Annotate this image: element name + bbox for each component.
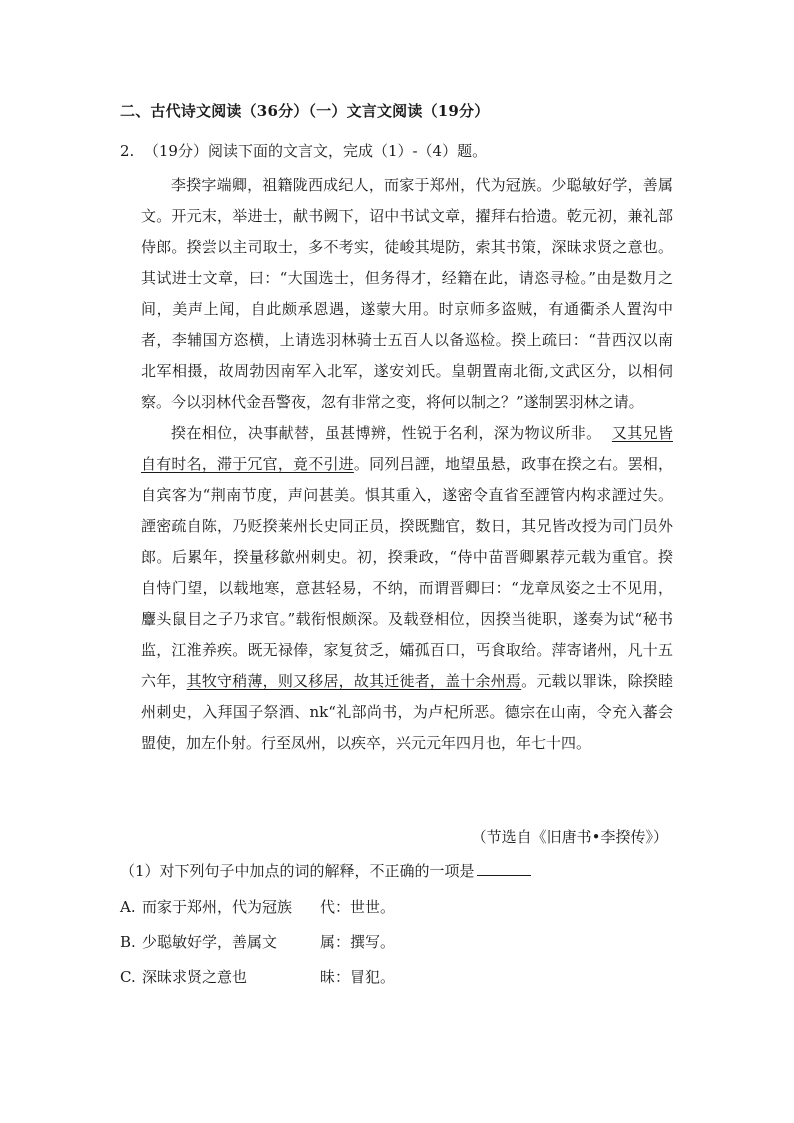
underlined-sentence-1: 又其兄皆自有时名，滞于冗官，竟不引进 (141, 424, 673, 473)
source-citation: （节选自《旧唐书•李揆传》） (471, 828, 668, 846)
sub-question (120, 860, 531, 881)
option-explanation: 代：世世。 (320, 898, 396, 916)
option-sentence: 少聪敏好学，善属文 (142, 933, 278, 951)
option-a (120, 896, 395, 917)
sub-question-text: （1）对下列句子中加点的词的解释，不正确的一项是 (120, 862, 475, 880)
option-label: C. (120, 968, 136, 986)
passage-text: 。同列吕諲，地望虽悬，政事在揆之右。罢相，自宾客为“荆南节度，声问甚美。惧其重入，遂密令直省至諲管内构求諲过失。諲密疏自陈，乃贬揆莱州长史同正员，揆既黜官，数日，其兄皆改授为司门员外郎。后累年，揆量移歙州刺史。初，揆秉政，“侍中苗晋卿累荐元载为重官。揆自恃门望，以载地寒，意甚轻易，不纳，而谓晋卿曰：“龙章凤姿之士不见用，麞头鼠目之子乃求官。”载衔恨颇深。及载登相位，因揆当徙职，遂奏为试“秘书监，江淮养疾。既无禄俸，家复贫乏，孀孤百口，丐食取给。萍寄诸州，凡十五六年， (141, 455, 673, 690)
passage-text: 。元载以罪诛，除揆睦州刺史，入拜国子祭酒、nk“礼部尚书，为卢杞所恶。德宗在山南，令充入蕃会盟使，加左仆射。行至凤州，以疾卒，兴元元年四月也，年七十四。 (141, 672, 673, 752)
question-number: 2. (120, 142, 135, 160)
question-line (120, 140, 487, 161)
option-sentence: 而家于郑州，代为冠族 (142, 898, 293, 916)
answer-blank[interactable] (477, 861, 531, 876)
option-explanation: 属：撰写。 (320, 933, 396, 951)
underlined-sentence-2: 其牧守稍薄，则又移居，故其迁徙者，盖十余州焉 (186, 672, 522, 690)
option-explanation: 昧：冒犯。 (320, 968, 396, 986)
option-b (120, 931, 395, 952)
section-heading: 二、古代诗文阅读（36分）（一）文言文阅读（19分） (120, 102, 490, 120)
option-sentence: 深昧求贤之意也 (142, 968, 248, 986)
question-text: （19分）阅读下面的文言文，完成（1）-（4）题。 (143, 142, 488, 160)
option-c (120, 966, 395, 987)
passage (141, 170, 673, 759)
passage-text: 揆在相位，决事献替，虽甚博辨，性锐于名利，深为物议所非。 (171, 424, 602, 442)
option-label: A. (120, 898, 136, 916)
passage-paragraph-2 (141, 418, 673, 759)
option-label: B. (120, 933, 136, 951)
passage-paragraph-1: 李揆字端卿，祖籍陇西成纪人，而家于郑州，代为冠族。少聪敏好学，善属文。开元末，举进士，献书阙下，诏中书试文章，擢拜右拾遗。乾元初，兼礼部侍郎。揆尝以主司取士，多不考实，徒峻其堤防，索其书策，深昧求贤之意也。其试进士文章，曰：“大国选士，但务得才，经籍在此，请恣寻检。”由是数月之间，美声上闻，自此颇承恩遇，遂蒙大用。时京师多盗贼，有通衢杀人置沟中者，李辅国方恣横，上请选羽林骑士五百人以备巡检。揆上疏曰：“昔西汉以南北军相摄，故周勃因南军入北军，遂安刘氏。皇朝置南北衙,文武区分，以相伺察。今以羽林代金吾警夜，忽有非常之变，将何以制之？”遂制罢羽林之请。 (141, 176, 673, 411)
